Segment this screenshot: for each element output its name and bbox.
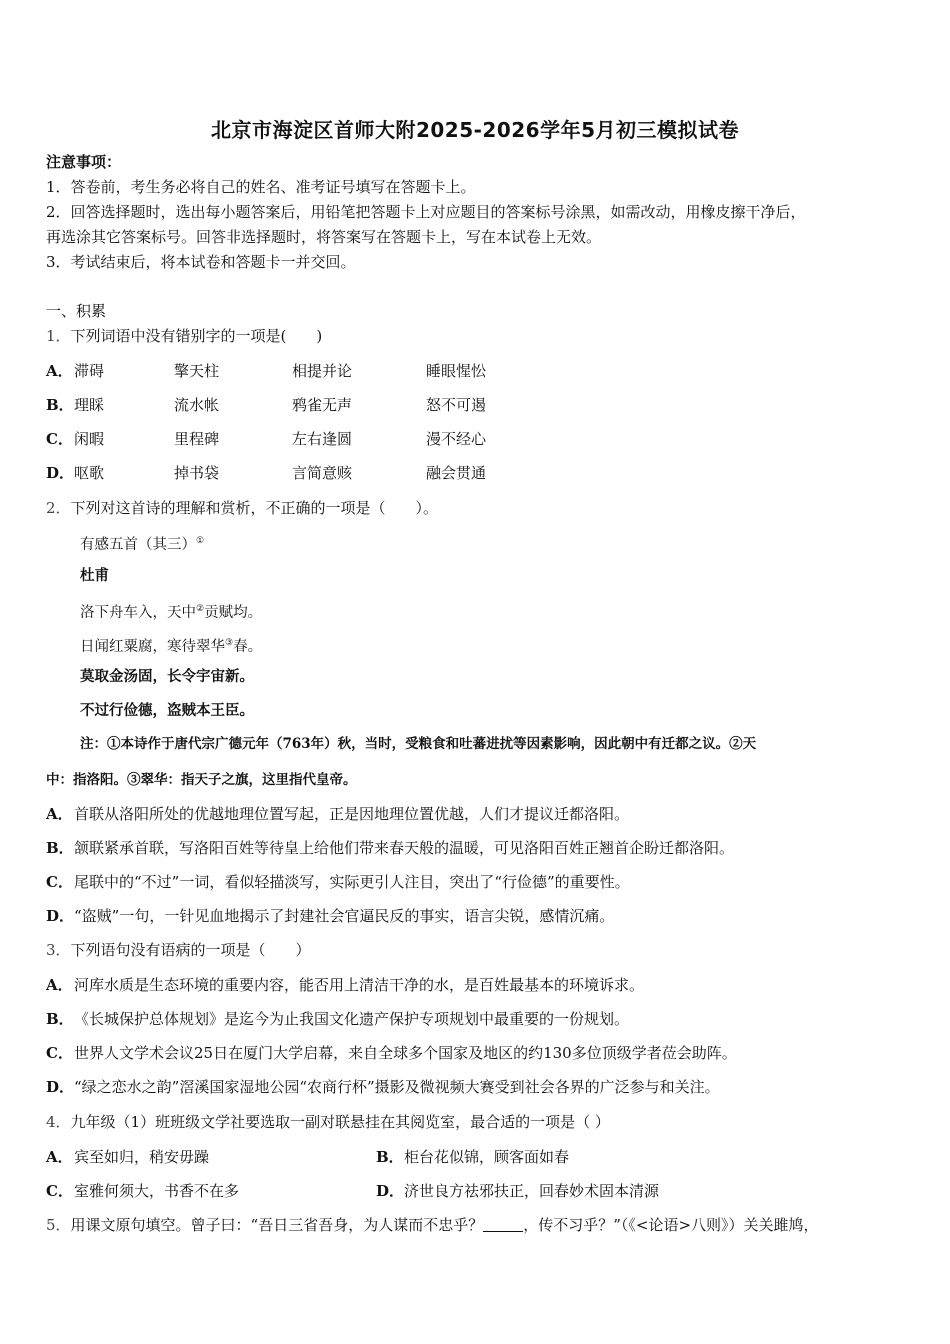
option-word: 里程碑 — [174, 430, 220, 448]
question-text: 用课文原句填空。曾子曰：“吾日三省吾身，为人谋而不忠乎？ — [70, 1216, 484, 1234]
page-title: 北京市海淀区首师大附2025-2026学年5月初三模拟试卷 — [210, 118, 740, 142]
poem-text: 贡赋均。 — [204, 604, 263, 621]
option-text: 宾至如归，稍安毋躁 — [74, 1148, 210, 1166]
poem-line-4: 不过行俭德，盗贼本王臣。 — [80, 702, 254, 719]
option-text: 尾联中的“不过”一词，看似轻描淡写，实际更引人注目，突出了“行俭德”的重要性。 — [74, 873, 630, 891]
option-word: 言简意赅 — [292, 464, 353, 482]
option-label: C． — [46, 1044, 73, 1062]
poem-line-1 — [80, 599, 262, 623]
option-b[interactable] — [376, 1147, 569, 1167]
option-label: A． — [46, 805, 73, 823]
option-d[interactable] — [46, 1077, 720, 1097]
option-word: 闲暇 — [74, 430, 105, 448]
fill-blank[interactable] — [483, 1217, 523, 1232]
footnote-mark: ③ — [225, 638, 234, 648]
question-number: 5． — [46, 1216, 71, 1234]
poem-note-a: 注：①本诗作于唐代宗广德元年（763年）秋，当时，受粮食和吐蕃进扰等因素影响，因此朝中有迁都之议。②天 — [80, 736, 757, 752]
option-b[interactable] — [46, 1009, 629, 1029]
option-d[interactable] — [376, 1181, 659, 1201]
section-heading: 一、积累 — [46, 302, 107, 320]
option-word: 相提并论 — [292, 362, 353, 380]
option-text: 世界人文学术会议25日在厦门大学启幕，来自全球多个国家及地区的约130多位顶级学者莅会助阵。 — [74, 1044, 737, 1062]
poem-author: 杜甫 — [80, 567, 109, 584]
option-word: 掉书袋 — [174, 464, 220, 482]
option-a[interactable] — [46, 1147, 209, 1167]
option-label: A． — [46, 362, 73, 380]
question-text: 下列词语中没有错别字的一项是( ) — [70, 327, 323, 345]
option-text: 河库水质是生态环境的重要内容，能否用上清洁干净的水，是百姓最基本的环境诉求。 — [74, 976, 645, 994]
option-word: 擎天柱 — [174, 362, 220, 380]
footnote-mark: ② — [196, 604, 205, 614]
notice-item-2a: 2．回答选择题时，选出每小题答案后，用铅笔把答题卡上对应题目的答案标号涂黑，如需改动，用橡皮擦干净后， — [46, 203, 806, 221]
poem-line-3: 莫取金汤固，长令宇宙新。 — [80, 668, 254, 685]
question-number: 2． — [46, 499, 71, 517]
option-c[interactable] — [46, 872, 630, 892]
notice-item-2b: 再选涂其它答案标号。回答非选择题时，将答案写在答题卡上，写在本试卷上无效。 — [46, 228, 602, 246]
option-word: 融会贯通 — [426, 464, 487, 482]
option-text: “绿之恋水之韵”滘溪国家湿地公园“农商行杯”摄影及微视频大赛受到社会各界的广泛参与和关注。 — [74, 1078, 720, 1096]
question-number: 1． — [46, 327, 71, 345]
option-label: C． — [46, 430, 73, 448]
option-c[interactable] — [46, 1043, 737, 1063]
option-label: B． — [46, 396, 74, 414]
question-text: ，传不习乎？”（《<论语>八则》）关关雎鸠， — [523, 1216, 819, 1234]
option-b[interactable] — [46, 838, 734, 858]
option-a[interactable] — [46, 804, 629, 824]
poem-text: 洛下舟车入，天中 — [80, 604, 196, 621]
question-number: 4． — [46, 1113, 71, 1131]
notice-item-1: 1．答卷前，考生务必将自己的姓名、准考证号填写在答题卡上。 — [46, 178, 476, 196]
option-label: A． — [46, 976, 73, 994]
option-text: 《长城保护总体规划》是迄今为止我国文化遗产保护专项规划中最重要的一份规划。 — [74, 1010, 630, 1028]
option-word: 滞碍 — [74, 362, 105, 380]
question-text: 下列对这首诗的理解和赏析，不正确的一项是（ ）。 — [70, 499, 439, 517]
option-label: C． — [46, 1182, 73, 1200]
question-2-stem — [46, 498, 438, 518]
option-word: 呕歌 — [74, 464, 105, 482]
option-label: C． — [46, 873, 73, 891]
poem-line-2 — [80, 633, 262, 657]
poem-text: 日闻红粟腐，寒待翠华 — [80, 638, 225, 655]
option-d[interactable] — [46, 906, 614, 926]
option-text: 颔联紧承首联，写洛阳百姓等待皇上给他们带来春天般的温暖，可见洛阳百姓正翘首企盼迁都洛阳。 — [74, 839, 735, 857]
poem-note-b: 中：指洛阳。③翠华：指天子之旗，这里指代皇帝。 — [46, 772, 357, 788]
notice-heading: 注意事项： — [46, 153, 122, 171]
question-4-stem — [46, 1112, 610, 1132]
option-word: 漫不经心 — [426, 430, 487, 448]
poem-title-text: 有感五首（其三） — [80, 536, 196, 553]
option-text: 首联从洛阳所处的优越地理位置写起，正是因地理位置优越，人们才提议迁都洛阳。 — [74, 805, 630, 823]
option-word: 流水帐 — [174, 396, 220, 414]
poem-text: 春。 — [233, 638, 263, 655]
option-label: B． — [46, 1010, 74, 1028]
question-5-stem — [46, 1215, 819, 1235]
question-3-stem — [46, 940, 311, 960]
option-label: D． — [376, 1182, 405, 1200]
option-label: D． — [46, 1078, 75, 1096]
option-word: 左右逢圆 — [292, 430, 353, 448]
option-label: B． — [46, 839, 74, 857]
footnote-mark: ① — [196, 536, 205, 546]
option-label: B． — [376, 1148, 404, 1166]
option-label: A． — [46, 1148, 73, 1166]
option-word: 理睬 — [74, 396, 105, 414]
question-text: 下列语句没有语病的一项是（ ） — [70, 941, 311, 959]
option-a[interactable] — [46, 975, 644, 995]
poem-title — [80, 531, 204, 555]
option-word: 怒不可遏 — [426, 396, 487, 414]
question-1-stem — [46, 326, 322, 346]
option-text: 柜台花似锦，顾客面如春 — [404, 1148, 570, 1166]
option-word: 睡眼惺忪 — [426, 362, 487, 380]
option-text: “盗贼”一句，一针见血地揭示了封建社会官逼民反的事实，语言尖锐，感情沉痛。 — [74, 907, 615, 925]
notice-item-3: 3．考试结束后，将本试卷和答题卡一并交回。 — [46, 253, 356, 271]
option-c[interactable] — [46, 1181, 239, 1201]
option-label: D． — [46, 907, 75, 925]
option-label: D． — [46, 464, 75, 482]
option-text: 室雅何须大，书香不在多 — [74, 1182, 240, 1200]
option-text: 济世良方祛邪扶正，回春妙术固本清源 — [404, 1182, 660, 1200]
option-word: 鸦雀无声 — [292, 396, 353, 414]
question-text: 九年级（1）班班级文学社要选取一副对联悬挂在其阅览室，最合适的一项是（ ） — [70, 1113, 610, 1131]
question-number: 3． — [46, 941, 71, 959]
